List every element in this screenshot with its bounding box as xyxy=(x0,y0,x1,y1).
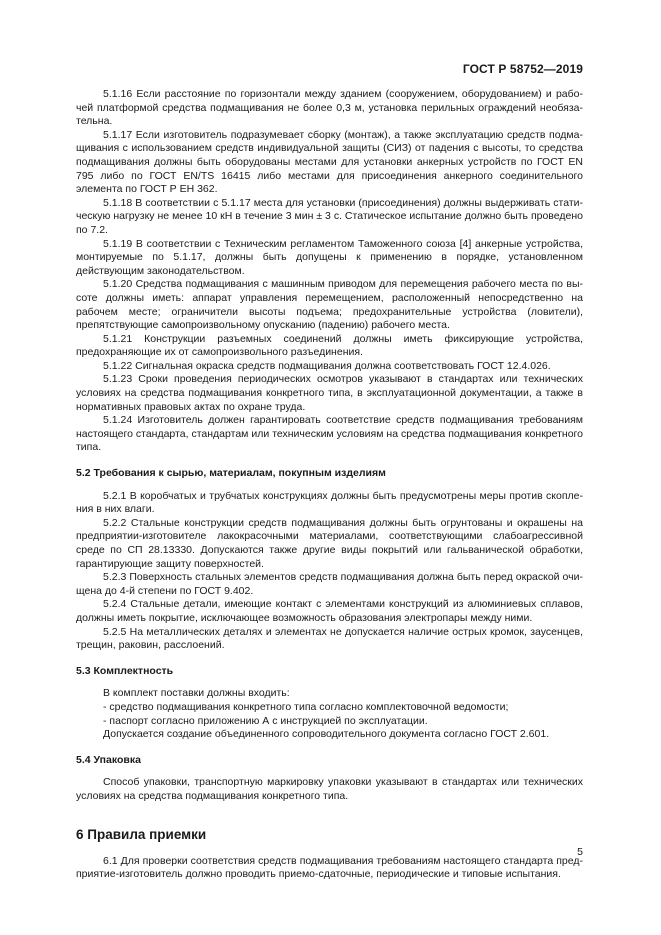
paragraph-5-2-1: 5.2.1 В коробчатых и трубчатых конструкциях должны быть предусмотрены меры против скопления в них влаги. xyxy=(76,489,583,516)
paragraph-5-1-23: 5.1.23 Сроки проведения периодических осмотров указывают в стандартах или технических условиях на средства подмащивания конкретного типа, в эксплуатационной документации, а также в нормативных правовых актах по охране труда. xyxy=(76,373,583,413)
page-number: 5 xyxy=(577,846,583,858)
paragraph-5-1-21: 5.1.21 Конструкции разъемных соединений должны иметь фиксирующие устройства, предохраняющие их от самопроизвольного разъединения. xyxy=(76,332,583,359)
paragraph-5-1-17: 5.1.17 Если изготовитель подразумевает сборку (монтаж), а также эксплуатацию средств подмащивания с использованием средств индивидуальной защиты (СИЗ) от падения с высоты, то средства подмащивания должны быть оборудованы местами для установки анкерных устройств по ГОСТ EN 795 либо по ГОСТ EN/TS 16415 либо местами для присоединения анкерного соединительного элемента по ГОСТ Р ЕН 362. xyxy=(76,128,583,196)
list-item: - средство подмащивания конкретного типа согласно комплектовочной ведомости; xyxy=(103,700,509,713)
paragraph-5-2-3: 5.2.3 Поверхность стальных элементов средств подмащивания должна быть перед окраской очищена до 4-й степени по ГОСТ 9.402. xyxy=(76,571,583,597)
section-heading-5-3: 5.3 Комплектность xyxy=(76,664,174,677)
paragraph-5-1-24: 5.1.24 Изготовитель должен гарантировать соответствие средств подмащивания требованиям настоящего стандарта, стандартам или техническим условиям на средства подмащивания конкретного типа. xyxy=(76,414,583,454)
paragraph-5-1-18: 5.1.18 В соответствии с 5.1.17 места для установки (присоединения) должны выдерживать статическую нагрузку не менее 10 кН в течение 3 мин ± 3 с. Статическое испытание должно быть проведено по 7.2. xyxy=(76,196,583,236)
paragraph-5-3-intro: В комплект поставки должны входить: xyxy=(103,687,290,700)
paragraph-5-1-16: 5.1.16 Если расстояние по горизонтали между зданием (сооружением, оборудованием) и рабочей платформой средства подмащивания не более 0,3 м, установка перильных ограждений необязательна. xyxy=(76,88,583,128)
paragraph-5-1-19: 5.1.19 В соответствии с Техническим регламентом Таможенного союза [4] анкерные устройства, монтируемые по 5.1.17, должны быть допущены к применению в порядке, установленном действующим законодательством. xyxy=(76,237,583,277)
paragraph-5-2-2: 5.2.2 Стальные конструкции средств подмащивания должны быть огрунтованы и окрашены на предприятии-изготовителе лакокрасочными материалами, соответствующими слабоагрессивной среде по СП 28.13330. Допускаются также другие виды покрытий или гальванической обработки, гарантирующие защиту поверхностей. xyxy=(76,516,583,570)
section-heading-5-4: 5.4 Упаковка xyxy=(76,753,141,766)
list-5-3 xyxy=(76,701,583,728)
document-header-id: ГОСТ Р 58752—2019 xyxy=(462,62,583,76)
paragraph-5-1-22: 5.1.22 Сигнальная окраска средств подмащивания должна соответствовать ГОСТ 12.4.026. xyxy=(103,359,551,372)
paragraph-5-3-note: Допускается создание объединенного сопроводительного документа согласно ГОСТ 2.601. xyxy=(103,728,550,741)
document-body xyxy=(76,88,583,882)
paragraph-5-1-20: 5.1.20 Средства подмащивания с машинным приводом для перемещения рабочего места по высоте должны иметь: аппарат управления перемещением, расположенный непосредственно на рабочем месте; ограничители высоты подъема; предохранительные устройства (ловители), препятствующие самопроизвольному опусканию (падению) рабочего места. xyxy=(76,278,583,332)
paragraph-5-4: Способ упаковки, транспортную маркировку упаковки указывают в стандартах или технических условиях на средства подмащивания конкретного типа. xyxy=(76,776,583,802)
paragraph-6-1: 6.1 Для проверки соответствия средств подмащивания требованиям настоящего стандарта предприятие-изготовитель должно проводить приемо-сдаточные, периодические и типовые испытания. xyxy=(76,854,583,881)
section-heading-6: 6 Правила приемки xyxy=(76,826,207,842)
paragraph-5-2-4: 5.2.4 Стальные детали, имеющие контакт с элементами конструкций из алюминиевых сплавов, должны иметь покрытие, исключающее возможность образования электропары между ними. xyxy=(76,598,583,624)
list-item: - паспорт согласно приложению А с инструкцией по эксплуатации. xyxy=(103,714,428,727)
section-heading-5-2: 5.2 Требования к сырью, материалам, покупным изделиям xyxy=(76,467,386,480)
paragraph-5-2-5: 5.2.5 На металлических деталях и элементах не допускается наличие острых кромок, заусенцев, трещин, раковин, расслоений. xyxy=(76,625,583,652)
